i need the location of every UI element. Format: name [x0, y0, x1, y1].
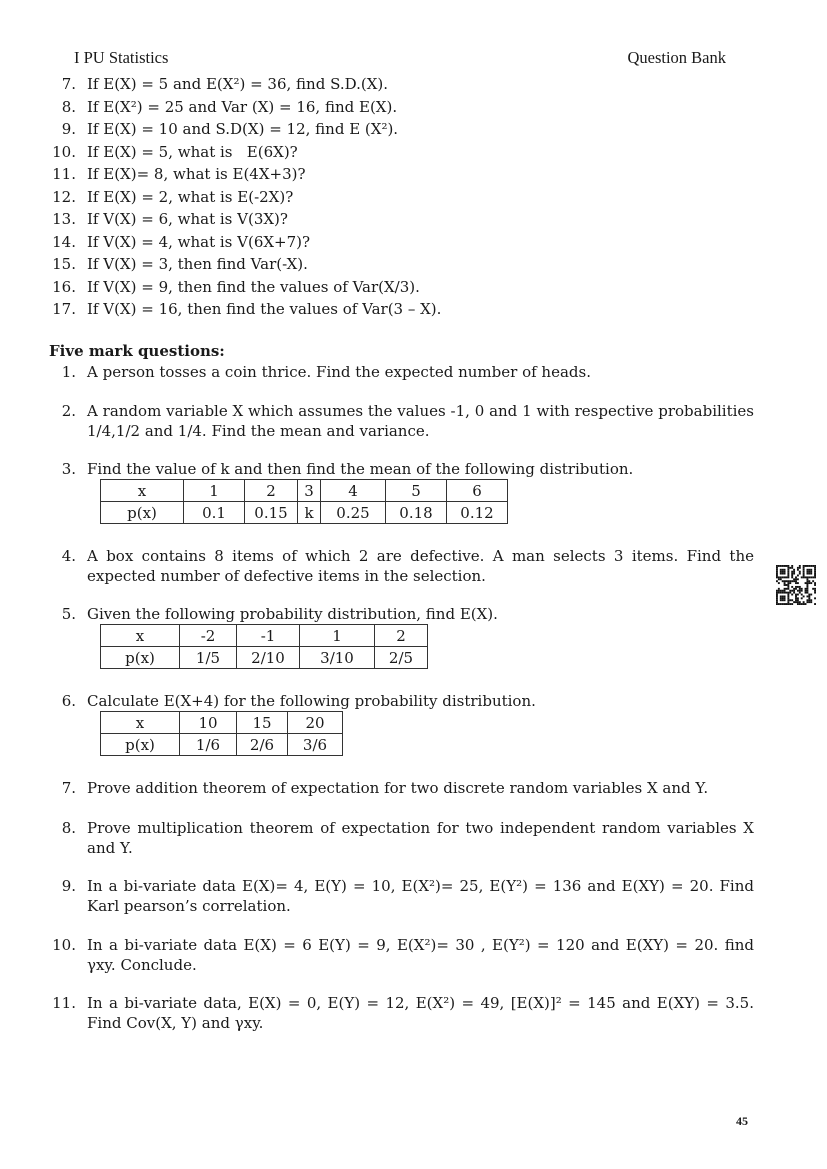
table-row — [101, 647, 428, 669]
five-mark-question: 7. Prove addition theorem of expectation for two discrete random variables X and Y. — [61, 779, 709, 797]
short-question: 9. If E(X) = 10 and S.D(X) = 12, find E (X²). — [61, 120, 399, 138]
table-cell: 0.12 — [447, 502, 508, 524]
five-mark-question: 11. In a bi-variate data, E(X) = 0, E(Y) = 12, E(X²) = 49, [E(X)]² = 145 and E(XY) = 3.5. Find Cov(X, Y) and γxy. — [52, 994, 754, 1032]
table-row — [101, 734, 343, 756]
distribution-table-q3 — [100, 479, 508, 524]
table-cell: 0.1 — [184, 502, 245, 524]
table-cell: x — [101, 712, 180, 734]
five-mark-question: 9. In a bi-variate data E(X)= 4, E(Y) = 10, E(X²)= 25, E(Y²) = 136 and E(XY) = 20. Find Karl pearson’s correlation. — [61, 877, 754, 915]
table-cell: 0.25 — [321, 502, 386, 524]
table-cell: p(x) — [101, 734, 180, 756]
header-doc-type: Question Bank — [627, 48, 726, 67]
table-cell: 2 — [375, 625, 428, 647]
table-cell: 2/6 — [237, 734, 288, 756]
five-mark-question: 1. A person tosses a coin thrice. Find the expected number of heads. — [61, 363, 591, 381]
table-cell: 4 — [321, 480, 386, 502]
page-header — [74, 48, 726, 68]
table-cell: 2 — [245, 480, 298, 502]
section-title: Five mark questions: — [49, 342, 225, 360]
five-mark-question: 6. Calculate E(X+4) for the following probability distribution. — [61, 692, 536, 710]
table-cell: 0.15 — [245, 502, 298, 524]
table-cell: 2/5 — [375, 647, 428, 669]
distribution-table-q6 — [100, 711, 343, 756]
table-cell: 1/5 — [180, 647, 237, 669]
five-mark-question: 5. Given the following probability distribution, find E(X). — [61, 605, 498, 623]
distribution-table-q5 — [100, 624, 428, 669]
table-row — [101, 625, 428, 647]
short-question: 10. If E(X) = 5, what is E(6X)? — [52, 143, 298, 161]
table-cell: 5 — [386, 480, 447, 502]
table-row — [101, 480, 508, 502]
page-number: 45 — [736, 1114, 748, 1128]
five-mark-question: 3. Find the value of k and then find the mean of the following distribution. — [61, 460, 634, 478]
table-cell: x — [101, 480, 184, 502]
header-subject: I PU Statistics — [74, 48, 169, 67]
short-question: 8. If E(X²) = 25 and Var (X) = 16, find E(X). — [61, 98, 398, 116]
short-question: 12. If E(X) = 2, what is E(-2X)? — [52, 188, 294, 206]
table-cell: p(x) — [101, 502, 184, 524]
table-cell: 1 — [300, 625, 375, 647]
table-cell: k — [298, 502, 321, 524]
table-cell: 3 — [298, 480, 321, 502]
table-cell: 3/6 — [288, 734, 343, 756]
table-cell: -1 — [237, 625, 300, 647]
short-question: 13. If V(X) = 6, what is V(3X)? — [52, 210, 288, 228]
short-question: 14. If V(X) = 4, what is V(6X+7)? — [52, 233, 311, 251]
table-row — [101, 502, 508, 524]
table-cell: 10 — [180, 712, 237, 734]
table-cell: 20 — [288, 712, 343, 734]
five-mark-question: 2. A random variable X which assumes the values -1, 0 and 1 with respective probabilities 1/4,1/2 and 1/4. Find the mean and variance. — [61, 402, 754, 440]
table-cell: -2 — [180, 625, 237, 647]
table-cell: 15 — [237, 712, 288, 734]
table-cell: x — [101, 625, 180, 647]
short-question: 17. If V(X) = 16, then find the values of Var(3 – X). — [52, 300, 442, 318]
table-cell: 3/10 — [300, 647, 375, 669]
five-mark-question: 4. A box contains 8 items of which 2 are defective. A man selects 3 items. Find the expected number of defective items in the selection. — [61, 547, 754, 585]
short-question: 15. If V(X) = 3, then find Var(-X). — [52, 255, 308, 273]
table-cell: p(x) — [101, 647, 180, 669]
table-cell: 1/6 — [180, 734, 237, 756]
table-cell: 1 — [184, 480, 245, 502]
table-cell: 2/10 — [237, 647, 300, 669]
five-mark-question: 10. In a bi-variate data E(X) = 6 E(Y) = 9, E(X²)= 30 , E(Y²) = 120 and E(XY) = 20. find γxy. Conclude. — [52, 936, 754, 974]
table-row — [101, 712, 343, 734]
table-cell: 6 — [447, 480, 508, 502]
five-mark-question: 8. Prove multiplication theorem of expectation for two independent random variables X and Y. — [61, 819, 754, 857]
qr-code-icon — [776, 565, 816, 605]
short-question: 16. If V(X) = 9, then find the values of Var(X/3). — [52, 278, 420, 296]
short-question: 7. If E(X) = 5 and E(X²) = 36, find S.D.(X). — [61, 75, 388, 93]
table-cell: 0.18 — [386, 502, 447, 524]
short-question: 11. If E(X)= 8, what is E(4X+3)? — [52, 165, 306, 183]
